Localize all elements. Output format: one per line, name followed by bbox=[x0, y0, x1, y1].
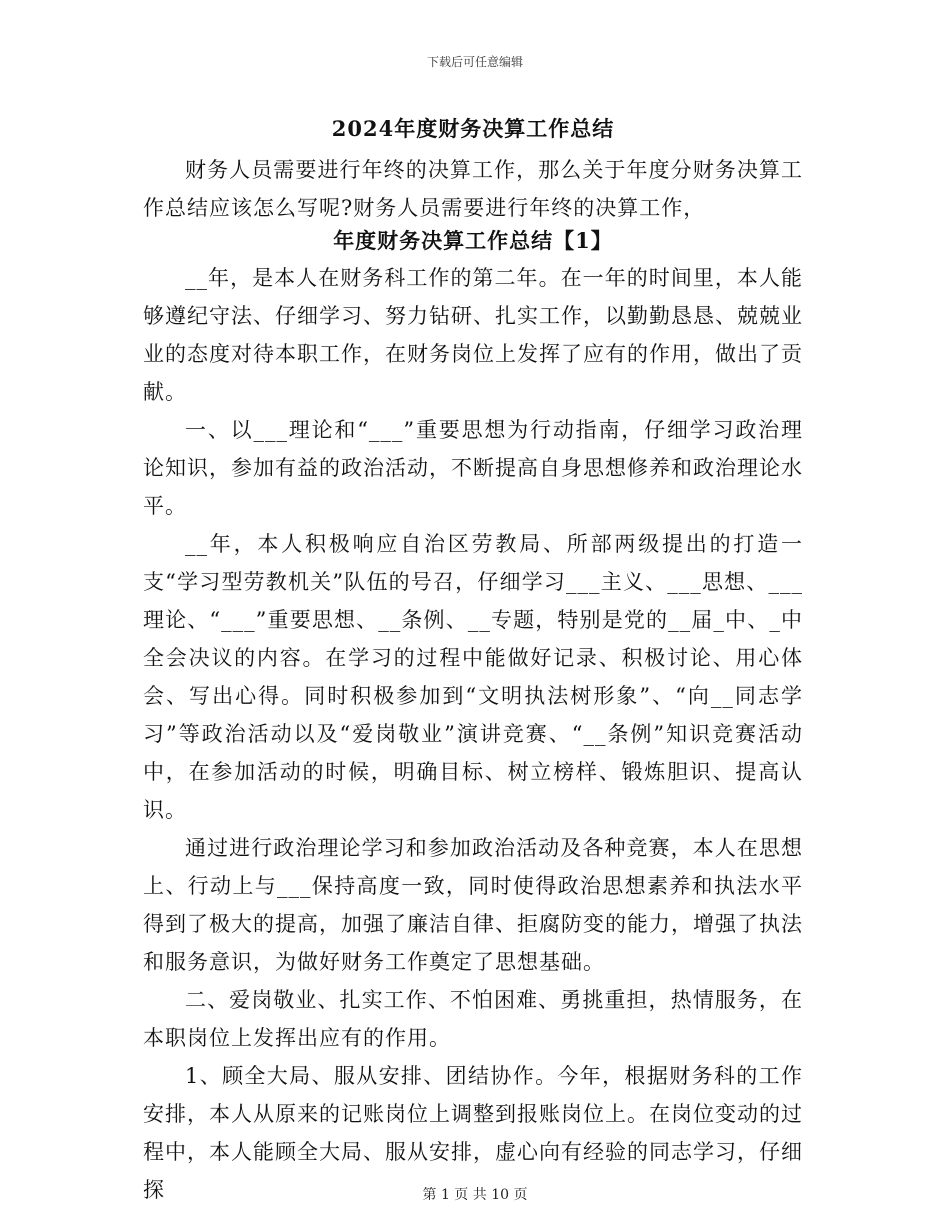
paragraph-6: 1、顾全大局、服从安排、团结协作。今年，根据财务科的工作安排，本人从原来的记账岗位上调整到报账岗位上。在岗位变动的过程中，本人能顾全大局、服从安排，虚心向有经验的同志学习，仔细探 bbox=[143, 1064, 803, 1202]
document-title: 2024年度财务决算工作总结 bbox=[331, 116, 615, 141]
intro-paragraph: 财务人员需要进行年终的决算工作，那么关于年度分财务决算工作总结应该怎么写呢?财务人员需要进行年终的决算工作， bbox=[143, 158, 803, 220]
paragraph-5: 二、爱岗敬业、扎实工作、不怕困难、勇挑重担，热情服务，在本职岗位上发挥出应有的作用。 bbox=[143, 988, 803, 1050]
page-header: 下载后可任意编辑 bbox=[426, 55, 523, 69]
paragraph-2: 一、以___理论和“___”重要思想为行动指南，仔细学习政治理论知识，参加有益的政治活动，不断提高自身思想修养和政治理论水平。 bbox=[143, 418, 803, 518]
page-footer: 第 1 页 共 10 页 bbox=[422, 1187, 528, 1203]
document-body bbox=[143, 115, 803, 1209]
paragraph-4: 通过进行政治理论学习和参加政治活动及各种竞赛，本人在思想上、行动上与___保持高度一致，同时使得政治思想素养和执法水平得到了极大的提高，加强了廉洁自律、拒腐防变的能力，增强了执法和服务意识，为做好财务工作奠定了思想基础。 bbox=[143, 836, 803, 974]
paragraph-1: __年，是本人在财务科工作的第二年。在一年的时间里，本人能够遵纪守法、仔细学习、努力钻研、扎实工作，以勤勤恳恳、兢兢业业的态度对待本职工作，在财务岗位上发挥了应有的作用，做出了贡献。 bbox=[143, 266, 803, 404]
section-title: 年度财务决算工作总结【1】 bbox=[333, 228, 613, 253]
paragraph-3: __年，本人积极响应自治区劳教局、所部两级提出的打造一支“学习型劳教机关”队伍的号召，仔细学习___主义、___思想、___理论、“___”重要思想、__条例、__专题，特别是党的__届_中、_中全会决议的内容。在学习的过程中能做好记录、积极讨论、用心体会、写出心得。同时积极参加到“文明执法树形象”、“向__同志学习”等政治活动以及“爱岗敬业”演讲竞赛、“__条例”知识竞赛活动中，在参加活动的时候，明确目标、树立榜样、锻炼胆识、提高认识。 bbox=[143, 532, 803, 822]
